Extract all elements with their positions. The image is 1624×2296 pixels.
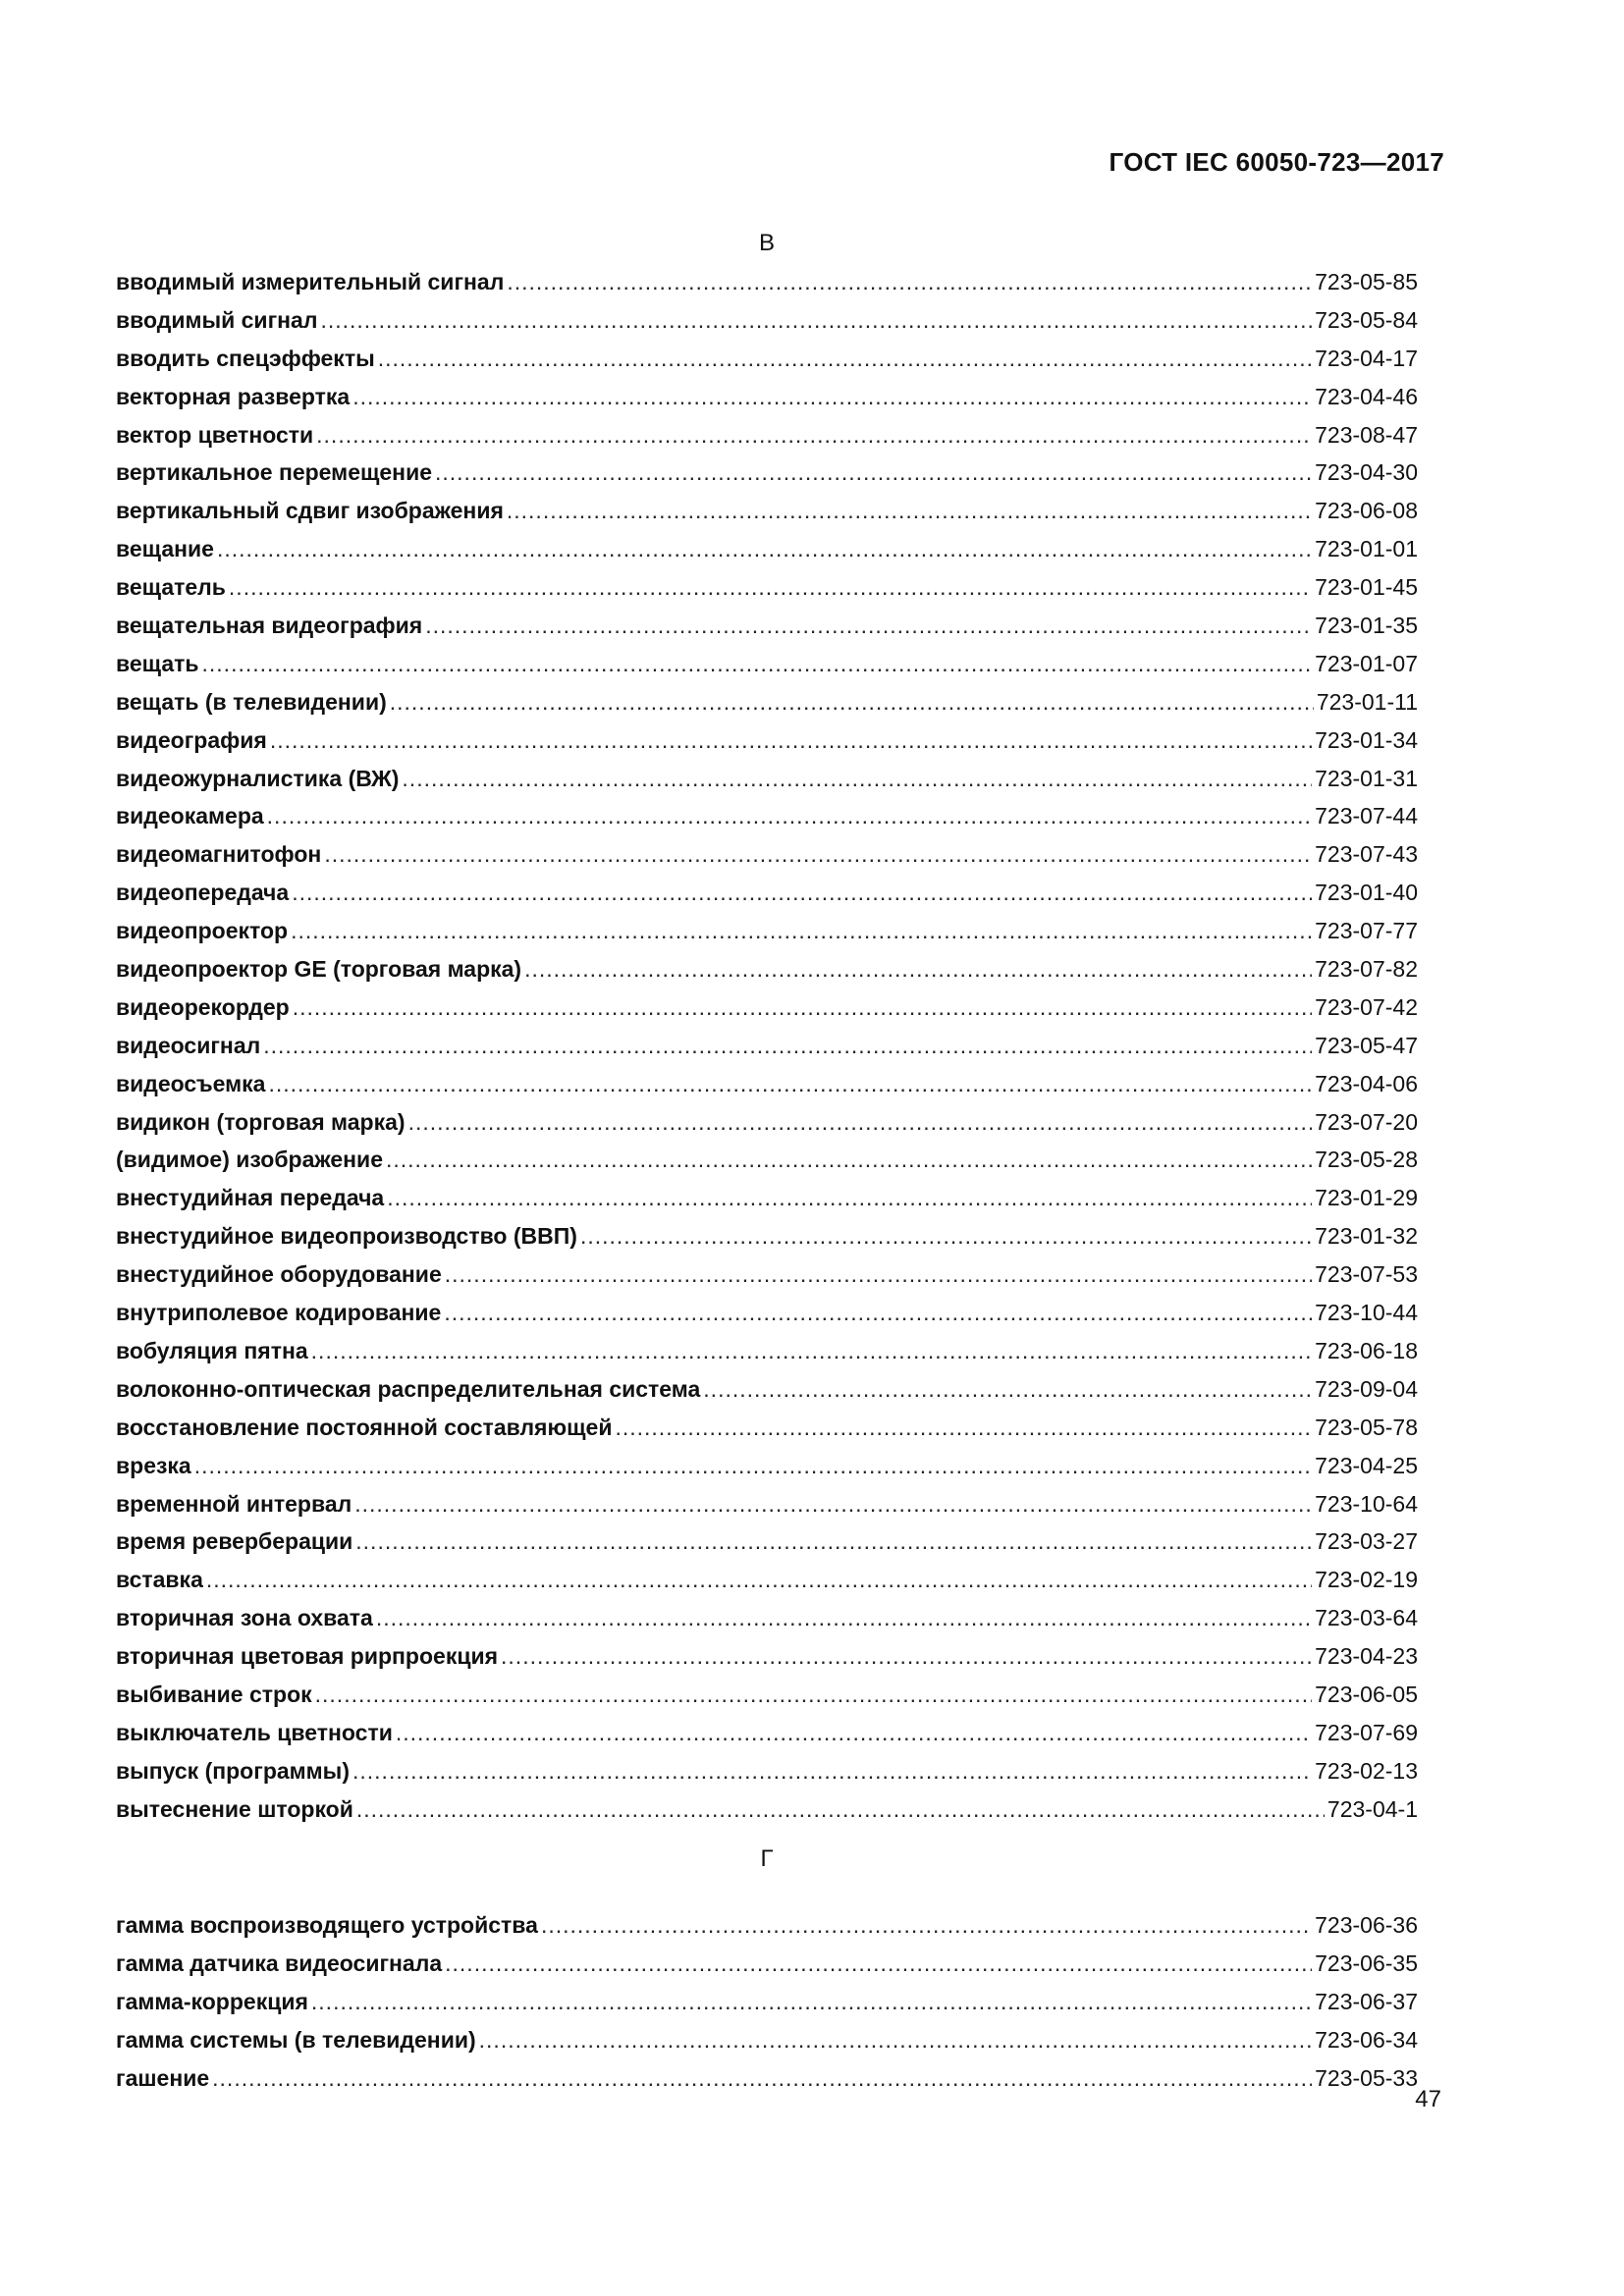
section-letter: Г (760, 1845, 774, 1872)
term-code: 723-05-47 (1315, 1032, 1418, 1058)
dot-leader (501, 1637, 1312, 1676)
dot-leader (386, 1141, 1312, 1179)
index-entry (116, 683, 1418, 721)
index-entry (116, 1332, 1418, 1370)
index-entry (116, 874, 1418, 912)
index-term: волоконно-оптическая распределительная система (116, 1375, 701, 1402)
index-entry (116, 1447, 1418, 1485)
dot-leader (316, 416, 1312, 454)
index-list (116, 1906, 1418, 2097)
index-entry (116, 1294, 1418, 1332)
dot-leader (263, 1027, 1312, 1065)
dot-leader (268, 1065, 1312, 1103)
term-code: 723-05-85 (1315, 269, 1418, 294)
index-term: выпуск (программы) (116, 1757, 350, 1784)
index-term: вертикальный сдвиг изображения (116, 498, 504, 524)
term-code: 723-03-64 (1315, 1605, 1418, 1631)
index-entry (116, 1790, 1418, 1829)
index-term: видеография (116, 726, 267, 753)
dot-leader (292, 874, 1312, 912)
index-term: вытеснение шторкой (116, 1795, 353, 1822)
term-code: 723-07-77 (1315, 918, 1418, 944)
term-code: 723-01-29 (1315, 1185, 1418, 1211)
dot-leader (352, 378, 1312, 416)
term-code: 723-06-08 (1315, 498, 1418, 524)
term-code: 723-07-44 (1315, 803, 1418, 829)
term-code: 723-07-43 (1315, 841, 1418, 868)
dot-leader (703, 1370, 1312, 1409)
index-term: вещать (в телевидении) (116, 688, 387, 715)
index-term: время реверберации (116, 1528, 353, 1555)
term-code: 723-01-01 (1315, 536, 1418, 562)
index-entry (116, 1217, 1418, 1255)
dot-leader (507, 263, 1312, 301)
index-entry (116, 1637, 1418, 1676)
term-code: 723-08-47 (1315, 421, 1418, 448)
dot-leader (507, 492, 1312, 530)
index-entry (116, 721, 1418, 760)
index-term: видеопроектор (116, 918, 289, 944)
index-term: видикон (торговая марка) (116, 1108, 406, 1135)
dot-leader (315, 1676, 1313, 1714)
term-code: 723-04-06 (1315, 1070, 1418, 1096)
index-entry (116, 2021, 1418, 2059)
term-code: 723-05-33 (1315, 2064, 1418, 2091)
term-code: 723-06-05 (1315, 1681, 1418, 1707)
index-term: гашение (116, 2064, 210, 2091)
term-code: 723-06-34 (1315, 2026, 1418, 2053)
index-entry (116, 988, 1418, 1027)
index-term: векторная развертка (116, 383, 351, 409)
term-code: 723-05-78 (1315, 1414, 1418, 1440)
dot-leader (291, 912, 1312, 950)
dot-leader (425, 607, 1312, 645)
dot-leader (270, 721, 1312, 760)
term-code: 723-05-28 (1315, 1147, 1418, 1173)
index-entry (116, 454, 1418, 492)
index-term: видеопроектор GE (торговая марка) (116, 956, 522, 983)
dot-leader (479, 2021, 1312, 2059)
dot-leader (356, 1790, 1325, 1829)
index-entry (116, 1522, 1418, 1561)
index-entry (116, 760, 1418, 798)
index-term: вставка (116, 1567, 203, 1593)
index-entry (116, 645, 1418, 683)
index-term: видеосигнал (116, 1032, 261, 1058)
index-section-g (116, 1840, 1418, 2097)
term-code: 723-06-18 (1315, 1337, 1418, 1363)
term-code: 723-07-53 (1315, 1261, 1418, 1288)
index-term: (видимое) изображение (116, 1147, 383, 1173)
index-entry (116, 340, 1418, 378)
index-term: видеокамера (116, 803, 264, 829)
index-entry (116, 1599, 1418, 1637)
index-entry (116, 263, 1418, 301)
dot-leader (311, 1983, 1312, 2021)
index-term: вводимый измерительный сигнал (116, 269, 505, 294)
index-term: вобуляция пятна (116, 1337, 308, 1363)
index-entry (116, 1752, 1418, 1790)
index-term: вещать (116, 650, 199, 676)
index-term: вертикальное перемещение (116, 459, 432, 486)
index-term: вещатель (116, 574, 226, 601)
term-code: 723-01-31 (1315, 765, 1418, 791)
dot-leader (355, 1522, 1312, 1561)
index-entry (116, 1906, 1418, 1945)
section-letter: В (758, 230, 775, 256)
dot-leader (445, 1255, 1312, 1294)
dot-leader (408, 1103, 1313, 1142)
index-term: выключатель цветности (116, 1719, 393, 1745)
dot-leader (311, 1332, 1312, 1370)
term-code: 723-05-84 (1315, 306, 1418, 333)
term-code: 723-07-42 (1315, 993, 1418, 1020)
index-entry (116, 492, 1418, 530)
dot-leader (324, 835, 1312, 874)
dot-leader (320, 301, 1312, 340)
dot-leader (354, 1485, 1312, 1523)
term-code: 723-01-45 (1315, 574, 1418, 601)
index-term: видеорекордер (116, 993, 290, 1020)
dot-leader (376, 1599, 1312, 1637)
term-code: 723-02-19 (1315, 1567, 1418, 1593)
dot-leader (396, 1714, 1312, 1752)
index-entry (116, 1103, 1418, 1142)
index-term: гамма системы (в телевидении) (116, 2026, 476, 2053)
dot-leader (387, 1179, 1312, 1217)
index-term: гамма воспроизводящего устройства (116, 1912, 538, 1938)
term-code: 723-04-46 (1315, 383, 1418, 409)
index-entry (116, 1983, 1418, 2021)
index-term: видеопередача (116, 880, 290, 906)
index-entry (116, 378, 1418, 416)
term-code: 723-01-32 (1315, 1223, 1418, 1250)
term-code: 723-06-37 (1315, 1988, 1418, 2014)
index-entry (116, 1065, 1418, 1103)
page-number: 47 (1415, 2086, 1441, 2112)
dot-leader (445, 1945, 1312, 1983)
dot-leader (580, 1217, 1312, 1255)
index-term: вторичная зона охвата (116, 1605, 373, 1631)
term-code: 723-07-82 (1315, 956, 1418, 983)
dot-leader (212, 2059, 1312, 2098)
index-entry (116, 530, 1418, 568)
term-code: 723-10-64 (1315, 1490, 1418, 1517)
dot-leader (444, 1294, 1312, 1332)
dot-leader (541, 1906, 1312, 1945)
term-code: 723-10-44 (1315, 1300, 1418, 1326)
index-term: внестудийное видеопроизводство (ВВП) (116, 1223, 577, 1250)
term-code: 723-01-11 (1316, 688, 1418, 715)
index-term: видеосъемка (116, 1070, 266, 1096)
dot-leader (202, 645, 1313, 683)
index-term: видеомагнитофон (116, 841, 322, 868)
index-entry (116, 1561, 1418, 1599)
index-term: временной интервал (116, 1490, 352, 1517)
dot-leader (217, 530, 1312, 568)
index-term: вводимый сигнал (116, 306, 318, 333)
dot-leader (293, 988, 1312, 1027)
term-code: 723-02-13 (1315, 1757, 1418, 1784)
term-code: 723-04-30 (1315, 459, 1418, 486)
index-term: вещание (116, 536, 214, 562)
term-code: 723-04-23 (1315, 1643, 1418, 1670)
dot-leader (352, 1752, 1312, 1790)
term-code: 723-07-20 (1315, 1108, 1418, 1135)
index-entry (116, 1409, 1418, 1447)
document-header: ГОСТ IEC 60050-723—2017 (1109, 147, 1444, 177)
index-entry (116, 912, 1418, 950)
index-entry (116, 301, 1418, 340)
index-entry (116, 1676, 1418, 1714)
term-code: 723-07-69 (1315, 1719, 1418, 1745)
dot-leader (402, 760, 1312, 798)
dot-leader (524, 950, 1312, 988)
index-entry (116, 950, 1418, 988)
index-entry (116, 607, 1418, 645)
index-term: выбивание строк (116, 1681, 312, 1707)
index-entry (116, 416, 1418, 454)
index-entry (116, 1179, 1418, 1217)
dot-leader (229, 568, 1312, 607)
term-code: 723-01-40 (1315, 880, 1418, 906)
index-entry (116, 2059, 1418, 2098)
dot-leader (435, 454, 1312, 492)
index-term: гамма-коррекция (116, 1988, 308, 2014)
index-term: восстановление постоянной составляющей (116, 1414, 613, 1440)
index-entry (116, 1027, 1418, 1065)
index-term: вводить спецэффекты (116, 345, 375, 371)
index-entry (116, 1141, 1418, 1179)
dot-leader (390, 683, 1314, 721)
index-term: вектор цветности (116, 421, 314, 448)
index-term: врезка (116, 1452, 191, 1478)
index-list (116, 263, 1418, 1829)
index-entry (116, 1255, 1418, 1294)
dot-leader (194, 1447, 1312, 1485)
index-entry (116, 1945, 1418, 1983)
index-entry (116, 1485, 1418, 1523)
index-term: вторичная цветовая рирпроекция (116, 1643, 499, 1670)
index-term: вещательная видеография (116, 613, 423, 639)
index-entry (116, 1370, 1418, 1409)
term-code: 723-06-36 (1315, 1912, 1418, 1938)
term-code: 723-04-1 (1326, 1795, 1418, 1822)
index-term: видеожурналистика (ВЖ) (116, 765, 400, 791)
term-code: 723-06-35 (1315, 1949, 1418, 1976)
index-term: гамма датчика видеосигнала (116, 1949, 443, 1976)
index-entry (116, 835, 1418, 874)
dot-leader (267, 797, 1312, 835)
term-code: 723-04-25 (1315, 1452, 1418, 1478)
index-entry (116, 568, 1418, 607)
term-code: 723-04-17 (1315, 345, 1418, 371)
term-code: 723-01-35 (1315, 613, 1418, 639)
dot-leader (378, 340, 1312, 378)
term-code: 723-01-07 (1315, 650, 1418, 676)
term-code: 723-03-27 (1315, 1528, 1418, 1555)
term-code: 723-09-04 (1315, 1375, 1418, 1402)
index-section-v (116, 224, 1418, 1829)
index-term: внутриполевое кодирование (116, 1300, 442, 1326)
index-entry (116, 797, 1418, 835)
index-term: внестудийное оборудование (116, 1261, 442, 1288)
dot-leader (206, 1561, 1312, 1599)
index-term: внестудийная передача (116, 1185, 385, 1211)
dot-leader (615, 1409, 1312, 1447)
index-entry (116, 1714, 1418, 1752)
term-code: 723-01-34 (1315, 726, 1418, 753)
